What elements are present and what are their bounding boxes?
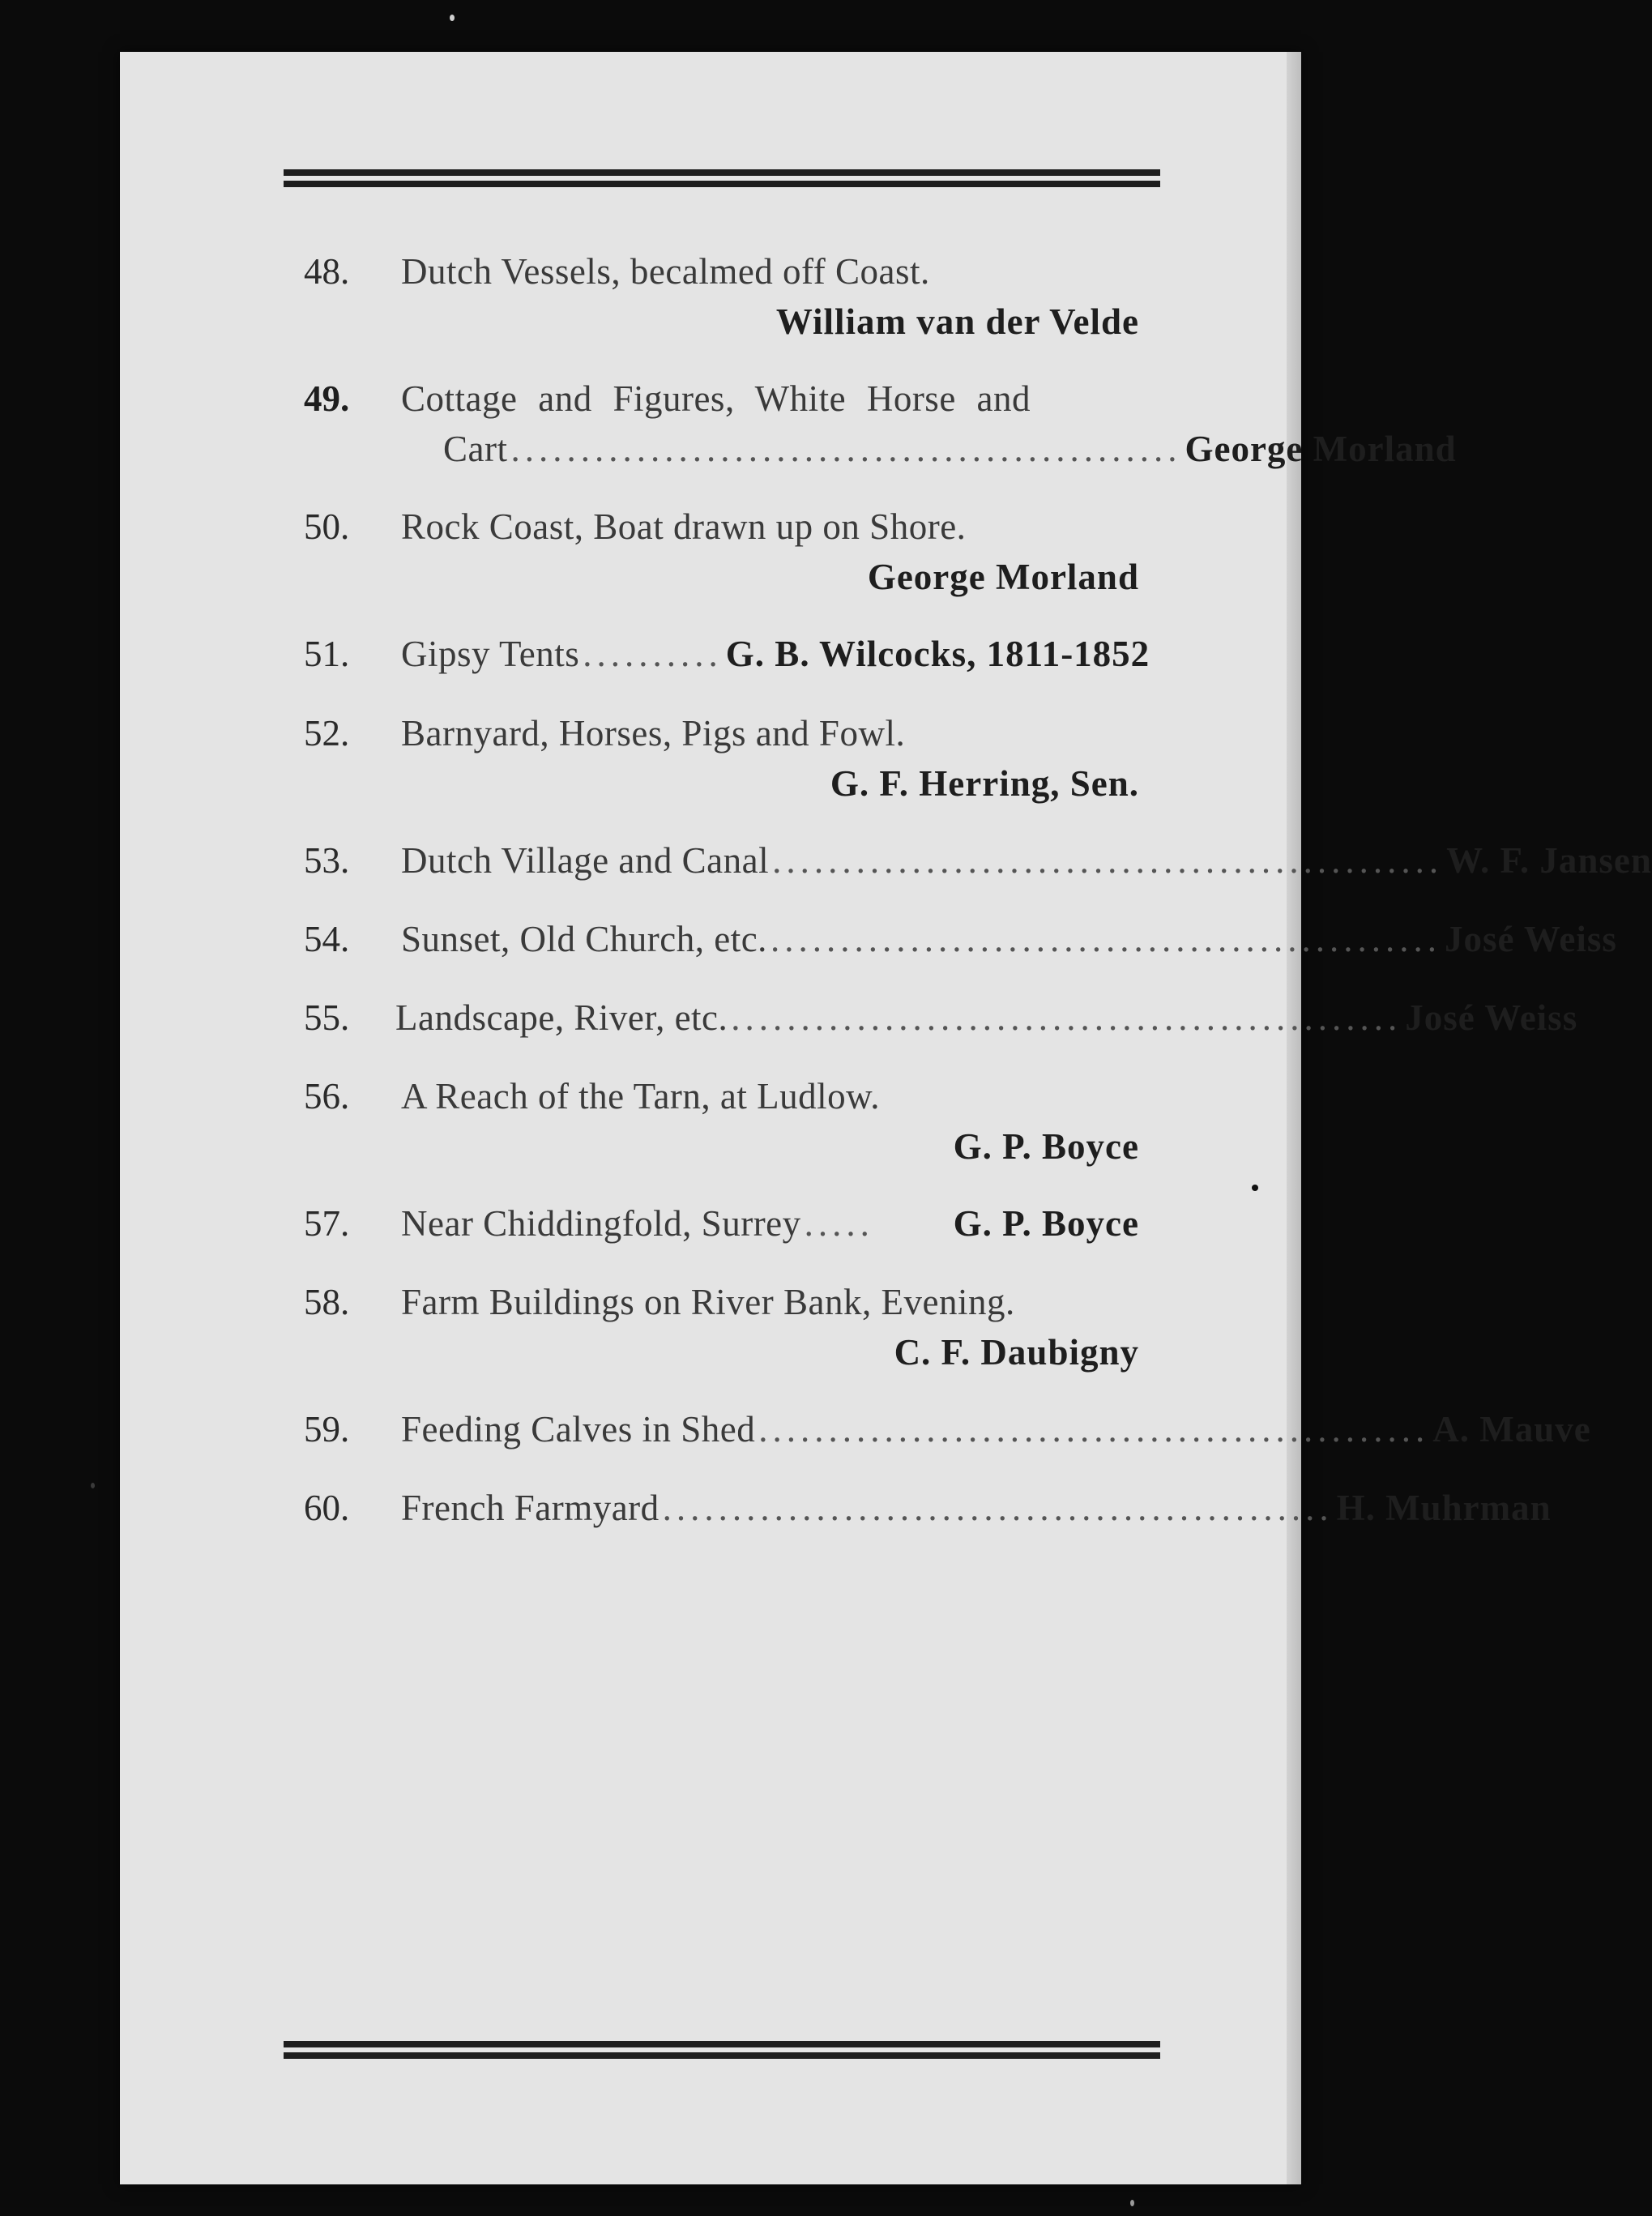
catalogue-page <box>120 52 1652 2184</box>
entry-title: Gipsy Tents <box>401 634 580 674</box>
entry-title: Feeding Calves in Shed <box>401 1409 756 1450</box>
page-edge <box>1287 52 1301 2184</box>
entry-number: 60. <box>304 1488 350 1528</box>
dot-leader: ................................................ <box>770 919 1441 959</box>
dot-leader: .......... <box>583 634 723 674</box>
entry-artist: A. Mauve <box>1432 1409 1591 1450</box>
bottom-double-rule <box>284 2041 1160 2064</box>
top-double-rule <box>284 169 1160 192</box>
entry-number: 56. <box>304 1076 350 1117</box>
entry-artist: G. P. Boyce <box>953 1203 1139 1244</box>
entry-number: 57. <box>304 1203 350 1244</box>
entry-title-continued: Cart <box>443 429 508 469</box>
entry-number: 58. <box>304 1282 350 1322</box>
entry-number: 55. <box>304 997 350 1038</box>
entry-artist: José Weiss <box>1444 919 1617 959</box>
dot-leader: ..... <box>804 1203 874 1244</box>
entry-artist: José Weiss <box>1405 997 1578 1038</box>
dot-leader: ................................................ <box>510 429 1182 469</box>
entry-number: 53. <box>304 840 350 881</box>
entry-title: Dutch Village and Canal <box>401 840 770 881</box>
entry-number: 49. <box>304 378 350 419</box>
dot-leader: ................................................ <box>731 997 1402 1038</box>
entry-artist: G. P. Boyce <box>953 1126 1139 1167</box>
entry-artist: C. F. Daubigny <box>894 1332 1139 1373</box>
entry-number: 52. <box>304 713 350 754</box>
entry-number: 54. <box>304 919 350 959</box>
entry-artist: G. F. Herring, Sen. <box>830 763 1139 804</box>
entry-title: Barnyard, Horses, Pigs and Fowl. <box>401 713 906 754</box>
entry-number: 59. <box>304 1409 350 1450</box>
entry-number: 48. <box>304 251 350 292</box>
entry-title: Landscape, River, etc. <box>395 997 728 1038</box>
entry-number: 50. <box>304 506 350 547</box>
entry-artist: H. Muhrman <box>1336 1488 1552 1528</box>
entry-title: Cottage and Figures, White Horse and <box>401 378 1031 419</box>
entry-title: Near Chiddingfold, Surrey <box>401 1203 801 1244</box>
entry-title: Sunset, Old Church, etc. <box>401 919 767 959</box>
dot-leader: ................................................ <box>758 1409 1430 1450</box>
entry-title: Dutch Vessels, becalmed off Coast. <box>401 251 930 292</box>
entry-artist: George Morland <box>867 557 1139 597</box>
entry-artist: W. F. Jansen <box>1446 840 1652 881</box>
entry-artist: George Morland <box>1185 429 1457 469</box>
entry-artist: William van der Velde <box>775 301 1139 342</box>
dot-leader: ................................................ <box>662 1488 1334 1528</box>
entry-title: Farm Buildings on River Bank, Evening. <box>401 1282 1015 1322</box>
entry-title: A Reach of the Tarn, at Ludlow. <box>401 1076 880 1117</box>
entry-artist: G. B. Wilcocks, 1811-1852 <box>725 634 1150 674</box>
dot-leader: ................................................ <box>772 840 1444 881</box>
entry-title: French Farmyard <box>401 1488 660 1528</box>
entry-title: Rock Coast, Boat drawn up on Shore. <box>401 506 967 547</box>
entry-number: 51. <box>304 634 350 674</box>
